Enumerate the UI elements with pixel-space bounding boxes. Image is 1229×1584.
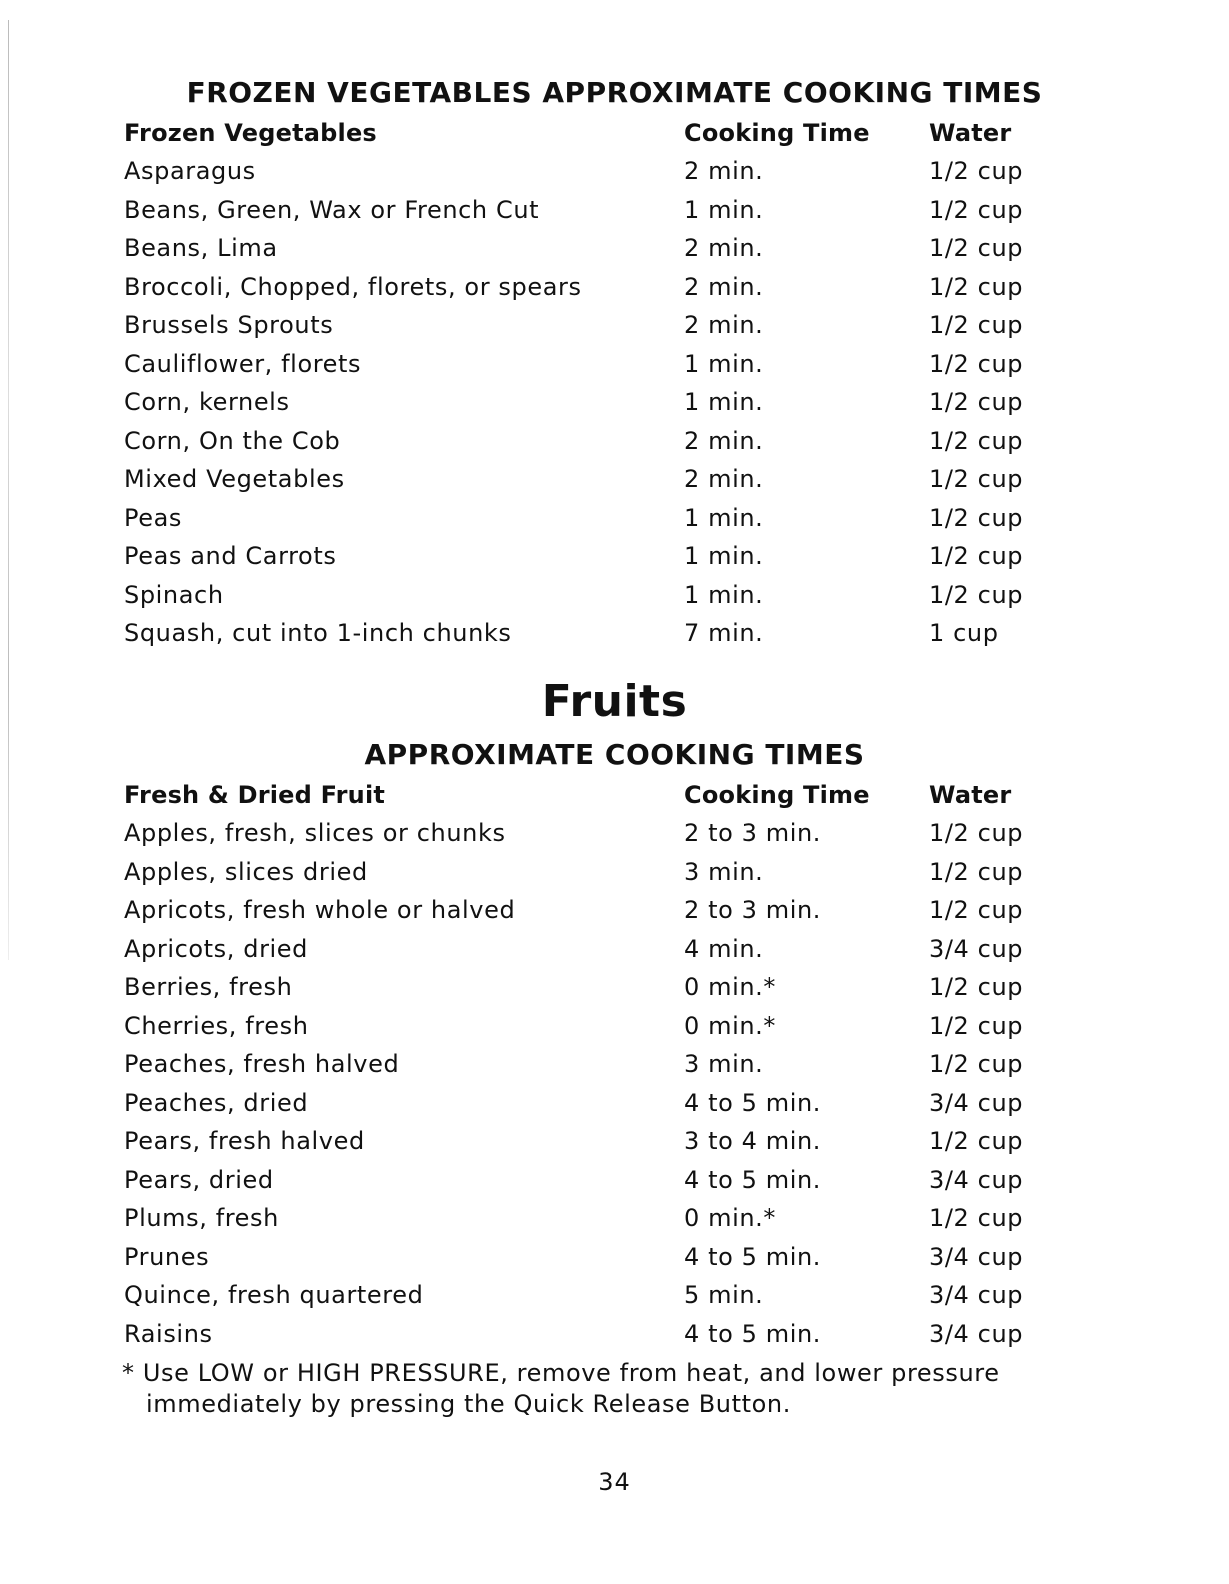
- fruits-heading: Fruits: [541, 676, 688, 727]
- cooking-time: 2 min.: [684, 272, 764, 301]
- fruits-table-title: APPROXIMATE COOKING TIMES: [364, 738, 865, 771]
- water-amount: 1 cup: [929, 619, 999, 647]
- cooking-time: 4 to 5 min.: [684, 1088, 822, 1117]
- cooking-time: 0 min.*: [684, 973, 776, 1001]
- cooking-time: 0 min.*: [684, 1204, 776, 1232]
- cooking-time: 3 to 4 min.: [684, 1127, 822, 1155]
- item-name: Cherries, fresh: [124, 1011, 309, 1040]
- cooking-time: 1 min.: [684, 195, 764, 224]
- item-name: Pears, dried: [124, 1165, 274, 1194]
- cooking-time: 4 to 5 min.: [684, 1165, 822, 1194]
- water-amount: 1/2 cup: [929, 973, 1024, 1001]
- water-amount: 3/4 cup: [929, 1165, 1024, 1194]
- water-amount: 1/2 cup: [929, 580, 1024, 609]
- header-item: Fresh & Dried Fruit: [124, 781, 386, 809]
- water-amount: 3/4 cup: [929, 1281, 1024, 1309]
- table-row: [0, 306, 1229, 344]
- header-item: Frozen Vegetables: [124, 119, 377, 147]
- cooking-time: 4 to 5 min.: [684, 1242, 822, 1271]
- table-row: [0, 422, 1229, 460]
- table-row: [0, 614, 1229, 652]
- cooking-time: 4 min.: [684, 934, 764, 963]
- cooking-time: 1 min.: [684, 388, 764, 416]
- footnote-line-2: immediately by pressing the Quick Release Button.: [146, 1390, 791, 1418]
- water-amount: 1/2 cup: [929, 426, 1024, 455]
- item-name: Corn, On the Cob: [124, 426, 341, 455]
- cooking-time: 3 min.: [684, 1050, 764, 1078]
- item-name: Brussels Sprouts: [124, 311, 334, 339]
- water-amount: 3/4 cup: [929, 1319, 1024, 1348]
- water-amount: 1/2 cup: [929, 896, 1024, 924]
- water-amount: 1/2 cup: [929, 195, 1024, 224]
- item-name: Beans, Lima: [124, 234, 278, 262]
- cooking-time: 5 min.: [684, 1281, 764, 1309]
- water-amount: 1/2 cup: [929, 1011, 1024, 1040]
- water-amount: 1/2 cup: [929, 465, 1024, 493]
- table-row: [0, 537, 1229, 575]
- item-name: Corn, kernels: [124, 388, 290, 416]
- table-row: [0, 191, 1229, 229]
- water-amount: 1/2 cup: [929, 157, 1024, 185]
- water-amount: 1/2 cup: [929, 503, 1024, 532]
- item-name: Quince, fresh quartered: [124, 1281, 424, 1309]
- vegetables-table-header: [0, 114, 1229, 152]
- item-name: Peaches, fresh halved: [124, 1050, 400, 1078]
- table-row: [0, 814, 1229, 852]
- item-name: Apricots, dried: [124, 934, 309, 963]
- water-amount: 1/2 cup: [929, 857, 1024, 886]
- table-row: [0, 1084, 1229, 1122]
- item-name: Squash, cut into 1-inch chunks: [124, 619, 512, 647]
- cooking-time: 2 min.: [684, 311, 764, 339]
- table-row: [0, 460, 1229, 498]
- footnote-line-1: * Use LOW or HIGH PRESSURE, remove from heat, and lower pressure: [122, 1359, 1000, 1387]
- page-number: 34: [598, 1468, 631, 1496]
- item-name: Spinach: [124, 580, 224, 609]
- cooking-time: 2 min.: [684, 465, 764, 493]
- item-name: Peas: [124, 503, 182, 532]
- table-row: [0, 1315, 1229, 1353]
- item-name: Plums, fresh: [124, 1204, 279, 1232]
- item-name: Beans, Green, Wax or French Cut: [124, 195, 540, 224]
- item-name: Broccoli, Chopped, florets, or spears: [124, 272, 582, 301]
- cooking-time: 2 to 3 min.: [684, 819, 822, 847]
- table-row: [0, 1007, 1229, 1045]
- item-name: Cauliflower, florets: [124, 349, 362, 378]
- water-amount: 3/4 cup: [929, 1242, 1024, 1271]
- cooking-time: 4 to 5 min.: [684, 1319, 822, 1348]
- item-name: Prunes: [124, 1242, 210, 1271]
- table-row: [0, 968, 1229, 1006]
- table-row: [0, 345, 1229, 383]
- table-row: [0, 576, 1229, 614]
- table-row: [0, 1199, 1229, 1237]
- water-amount: 1/2 cup: [929, 272, 1024, 301]
- water-amount: 1/2 cup: [929, 234, 1024, 262]
- header-time: Cooking Time: [684, 781, 870, 809]
- item-name: Peas and Carrots: [124, 542, 337, 570]
- table-row: [0, 383, 1229, 421]
- water-amount: 1/2 cup: [929, 1127, 1024, 1155]
- water-amount: 1/2 cup: [929, 1204, 1024, 1232]
- water-amount: 1/2 cup: [929, 1050, 1024, 1078]
- water-amount: 1/2 cup: [929, 311, 1024, 339]
- header-water: Water: [929, 781, 1012, 809]
- table-row: [0, 1238, 1229, 1276]
- header-time: Cooking Time: [684, 119, 870, 147]
- item-name: Mixed Vegetables: [124, 465, 345, 493]
- cooking-time: 1 min.: [684, 542, 764, 570]
- water-amount: 1/2 cup: [929, 388, 1024, 416]
- footnote: [122, 1358, 1042, 1420]
- water-amount: 1/2 cup: [929, 542, 1024, 570]
- vegetables-table-title: FROZEN VEGETABLES APPROXIMATE COOKING TIMES: [186, 76, 1043, 109]
- header-water: Water: [929, 119, 1012, 147]
- water-amount: 1/2 cup: [929, 349, 1024, 378]
- table-row: [0, 268, 1229, 306]
- cooking-time: 1 min.: [684, 580, 764, 609]
- item-name: Apples, fresh, slices or chunks: [124, 819, 506, 847]
- item-name: Berries, fresh: [124, 973, 293, 1001]
- fruits-table-header: [0, 776, 1229, 814]
- table-row: [0, 891, 1229, 929]
- cooking-time: 2 min.: [684, 426, 764, 455]
- item-name: Pears, fresh halved: [124, 1127, 365, 1155]
- table-row: [0, 1122, 1229, 1160]
- cooking-time: 1 min.: [684, 503, 764, 532]
- table-row: [0, 152, 1229, 190]
- cooking-time: 3 min.: [684, 857, 764, 886]
- table-row: [0, 1276, 1229, 1314]
- item-name: Apricots, fresh whole or halved: [124, 896, 516, 924]
- item-name: Raisins: [124, 1319, 213, 1348]
- cooking-time: 2 min.: [684, 234, 764, 262]
- cooking-time: 2 min.: [684, 157, 764, 185]
- item-name: Peaches, dried: [124, 1088, 309, 1117]
- cooking-time: 7 min.: [684, 619, 764, 647]
- table-row: [0, 229, 1229, 267]
- cooking-time: 0 min.*: [684, 1011, 776, 1040]
- table-row: [0, 853, 1229, 891]
- table-row: [0, 930, 1229, 968]
- table-row: [0, 1161, 1229, 1199]
- cooking-time: 2 to 3 min.: [684, 896, 822, 924]
- item-name: Asparagus: [124, 157, 256, 185]
- water-amount: 1/2 cup: [929, 819, 1024, 847]
- table-row: [0, 499, 1229, 537]
- water-amount: 3/4 cup: [929, 934, 1024, 963]
- water-amount: 3/4 cup: [929, 1088, 1024, 1117]
- cooking-time: 1 min.: [684, 349, 764, 378]
- item-name: Apples, slices dried: [124, 857, 368, 886]
- table-row: [0, 1045, 1229, 1083]
